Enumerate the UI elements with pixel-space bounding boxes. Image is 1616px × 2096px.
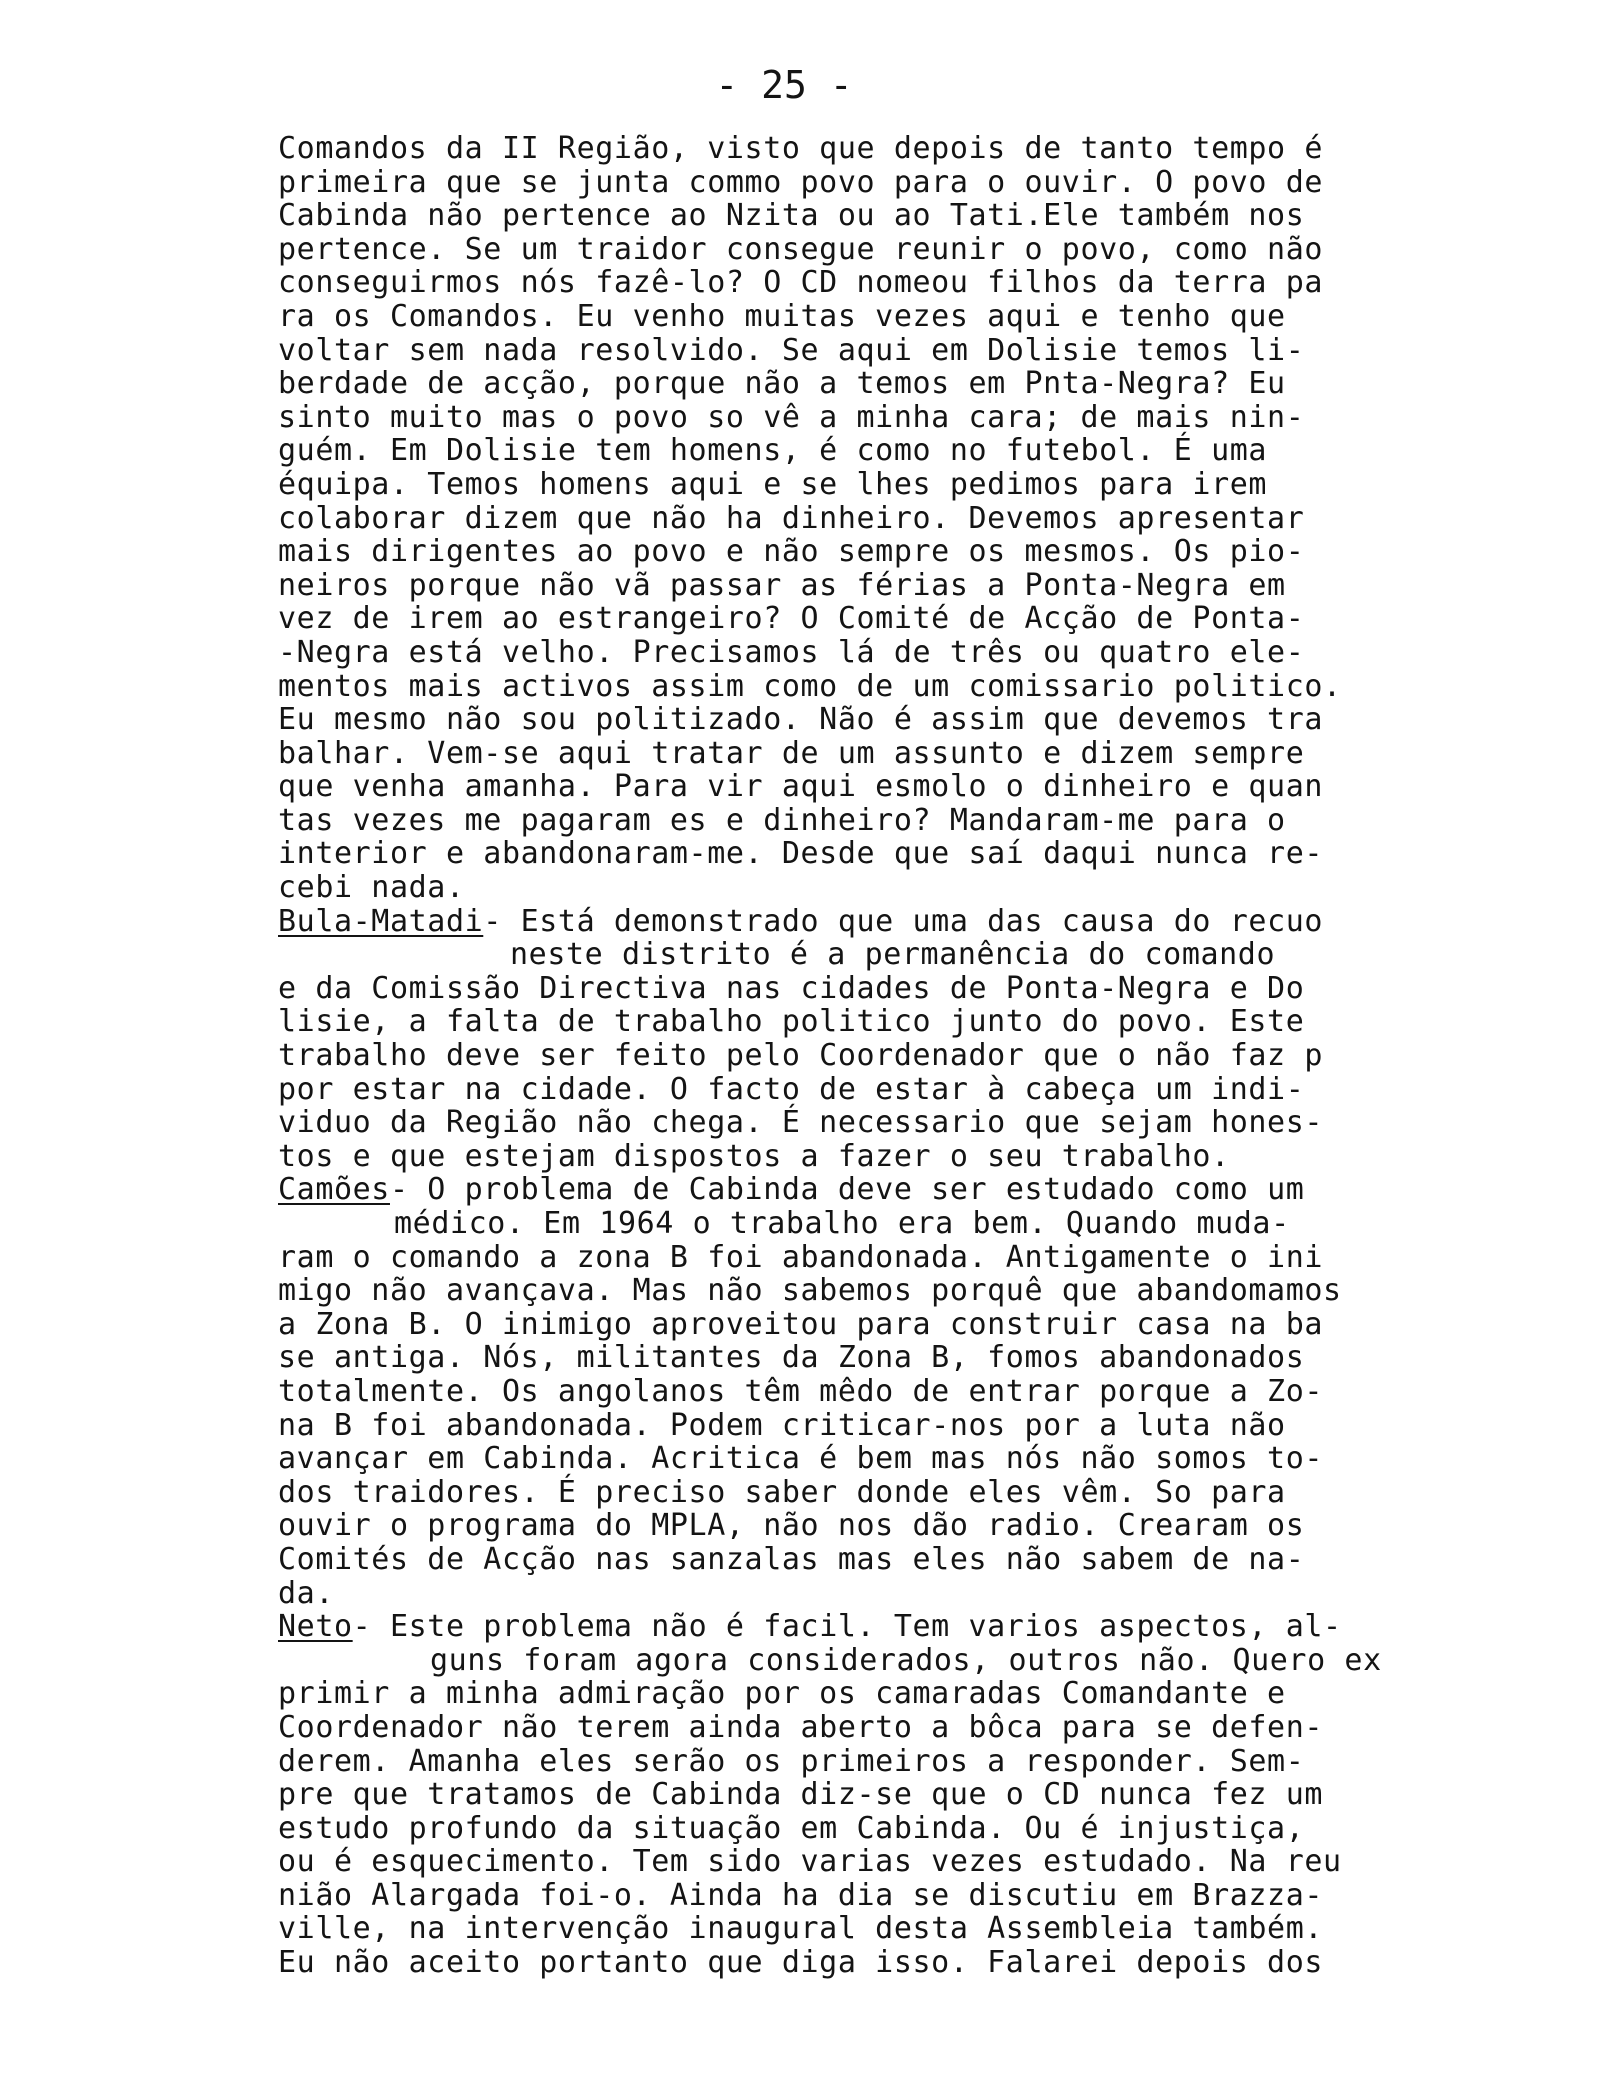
document-body [278,132,1398,1980]
paragraph-bula-matadi [278,905,1398,1174]
text-line: voltar sem nada resolvido. Se aqui em Dolisie temos li- [278,332,1305,368]
text-line: Eu não aceito portanto que diga isso. Falarei depois dos [278,1945,1324,1981]
speaker-line [278,1610,1398,1644]
text-line: Comités de Acção nas sanzalas mas eles não sabem de na- [278,1541,1305,1577]
text-line: vez de irem ao estrangeiro? O Comité de Acção de Ponta- [278,601,1305,637]
text-line: a Zona B. O inimigo aproveitou para construir casa na ba [278,1306,1324,1342]
text-line: conseguirmos nós fazê-lo? O CD nomeou filhos da terra pa [278,265,1324,301]
text-line: avançar em Cabinda. Acritica é bem mas nós não somos to- [278,1441,1324,1477]
speaker-line [278,905,1398,939]
text-line: nião Alargada foi-o. Ainda ha dia se discutiu em Brazza- [278,1877,1324,1913]
speaker-name: Bula-Matadi [278,903,484,939]
text-line: e da Comissão Directiva nas cidades de Ponta-Negra e Do [278,970,1305,1006]
speaker-text: - Este problema não é facil. Tem varios aspectos, al- [352,1609,1342,1645]
text-line: -Negra está velho. Precisamos lá de três ou quatro ele- [278,634,1305,670]
speaker-name: Camões [278,1172,390,1208]
text-line: primir a minha admiração por os camaradas Comandante e [278,1676,1286,1712]
text-line: viduo da Região não chega. É necessario que sejam hones- [278,1105,1324,1141]
text-line: que venha amanha. Para vir aqui esmolo o dinheiro e quan [278,769,1324,805]
paragraph-continuation [278,132,1398,905]
text-line: derem. Amanha eles serão os primeiros a responder. Sem- [278,1743,1305,1779]
paragraph-camoes [278,1173,1398,1610]
text-line: mais dirigentes ao povo e não sempre os mesmos. Os pio- [278,534,1305,570]
text-line: sinto muito mas o povo so vê a minha cara; de mais nin- [278,399,1305,435]
text-line: ram o comando a zona B foi abandonada. Antigamente o ini [278,1239,1324,1275]
speaker-line [278,1173,1398,1207]
speaker-text: - O problema de Cabinda deve ser estudado como um [389,1172,1305,1208]
text-line: berdade de acção, porque não a temos em Pnta-Negra? Eu [278,366,1286,402]
text-line: neste distrito é a permanência do comando [510,937,1276,973]
text-line: guns foram agora considerados, outros não. Quero ex [430,1642,1382,1678]
text-line: da. [278,1575,334,1611]
text-line: estudo profundo da situação em Cabinda. Ou é injustiça, [278,1810,1305,1846]
text-line: interior e abandonaram-me. Desde que saí daqui nunca re- [278,836,1324,872]
text-line: Comandos da II Região, visto que depois de tanto tempo é [278,131,1324,166]
page-number: - 25 - [715,63,853,107]
text-line: totalmente. Os angolanos têm mêdo de entrar porque a Zo- [278,1373,1324,1409]
text-line: se antiga. Nós, militantes da Zona B, fomos abandonados [278,1340,1305,1376]
text-line: ou é esquecimento. Tem sido varias vezes estudado. Na reu [278,1844,1342,1880]
text-line: trabalho deve ser feito pelo Coordenador que o não faz p [278,1038,1324,1074]
text-line: tas vezes me pagaram es e dinheiro? Mandaram-me para o [278,802,1286,838]
text-line: Eu mesmo não sou politizado. Não é assim que devemos tra [278,702,1324,738]
text-line: colaborar dizem que não ha dinheiro. Devemos apresentar [278,500,1305,536]
speaker-text: - Está demonstrado que uma das causa do recuo [483,903,1324,939]
speaker-name: Neto [278,1609,353,1645]
text-line: por estar na cidade. O facto de estar à cabeça um indi- [278,1071,1305,1107]
text-line: Coordenador não terem ainda aberto a bôca para se defen- [278,1709,1324,1745]
text-line: cebi nada. [278,870,465,906]
text-line: ra os Comandos. Eu venho muitas vezes aqui e tenho que [278,298,1286,334]
text-line: mentos mais activos assim como de um comissario politico. [278,668,1342,704]
paragraph-neto [278,1610,1398,1980]
text-line: pre que tratamos de Cabinda diz-se que o CD nunca fez um [278,1777,1324,1813]
text-line: ville, na intervenção inaugural desta Assembleia também. [278,1911,1324,1947]
text-line: primeira que se junta commo povo para o ouvir. O povo de [278,164,1324,200]
text-line: médico. Em 1964 o trabalho era bem. Quando muda- [394,1206,1290,1241]
text-line: dos traidores. É preciso saber donde eles vêm. So para [278,1474,1286,1510]
text-line: neiros porque não vã passar as férias a Ponta-Negra em [278,567,1286,603]
text-line: Cabinda não pertence ao Nzita ou ao Tati.Ele também nos [278,198,1305,234]
text-line: balhar. Vem-se aqui tratar de um assunto e dizem sempre [278,735,1305,771]
text-line: guém. Em Dolisie tem homens, é como no futebol. É uma [278,433,1268,469]
text-line: pertence. Se um traidor consegue reunir o povo, como não [278,231,1324,267]
text-line: lisie, a falta de trabalho politico junto do povo. Este [278,1004,1305,1040]
text-line: na B foi abandonada. Podem criticar-nos por a luta não [278,1407,1286,1443]
text-line: migo não avançava. Mas não sabemos porquê que abandomamos [278,1273,1342,1309]
text-line: équipa. Temos homens aqui e se lhes pedimos para irem [278,466,1268,502]
text-line: tos e que estejam dispostos a fazer o seu trabalho. [278,1138,1230,1174]
text-line: ouvir o programa do MPLA, não nos dão radio. Crearam os [278,1508,1305,1544]
